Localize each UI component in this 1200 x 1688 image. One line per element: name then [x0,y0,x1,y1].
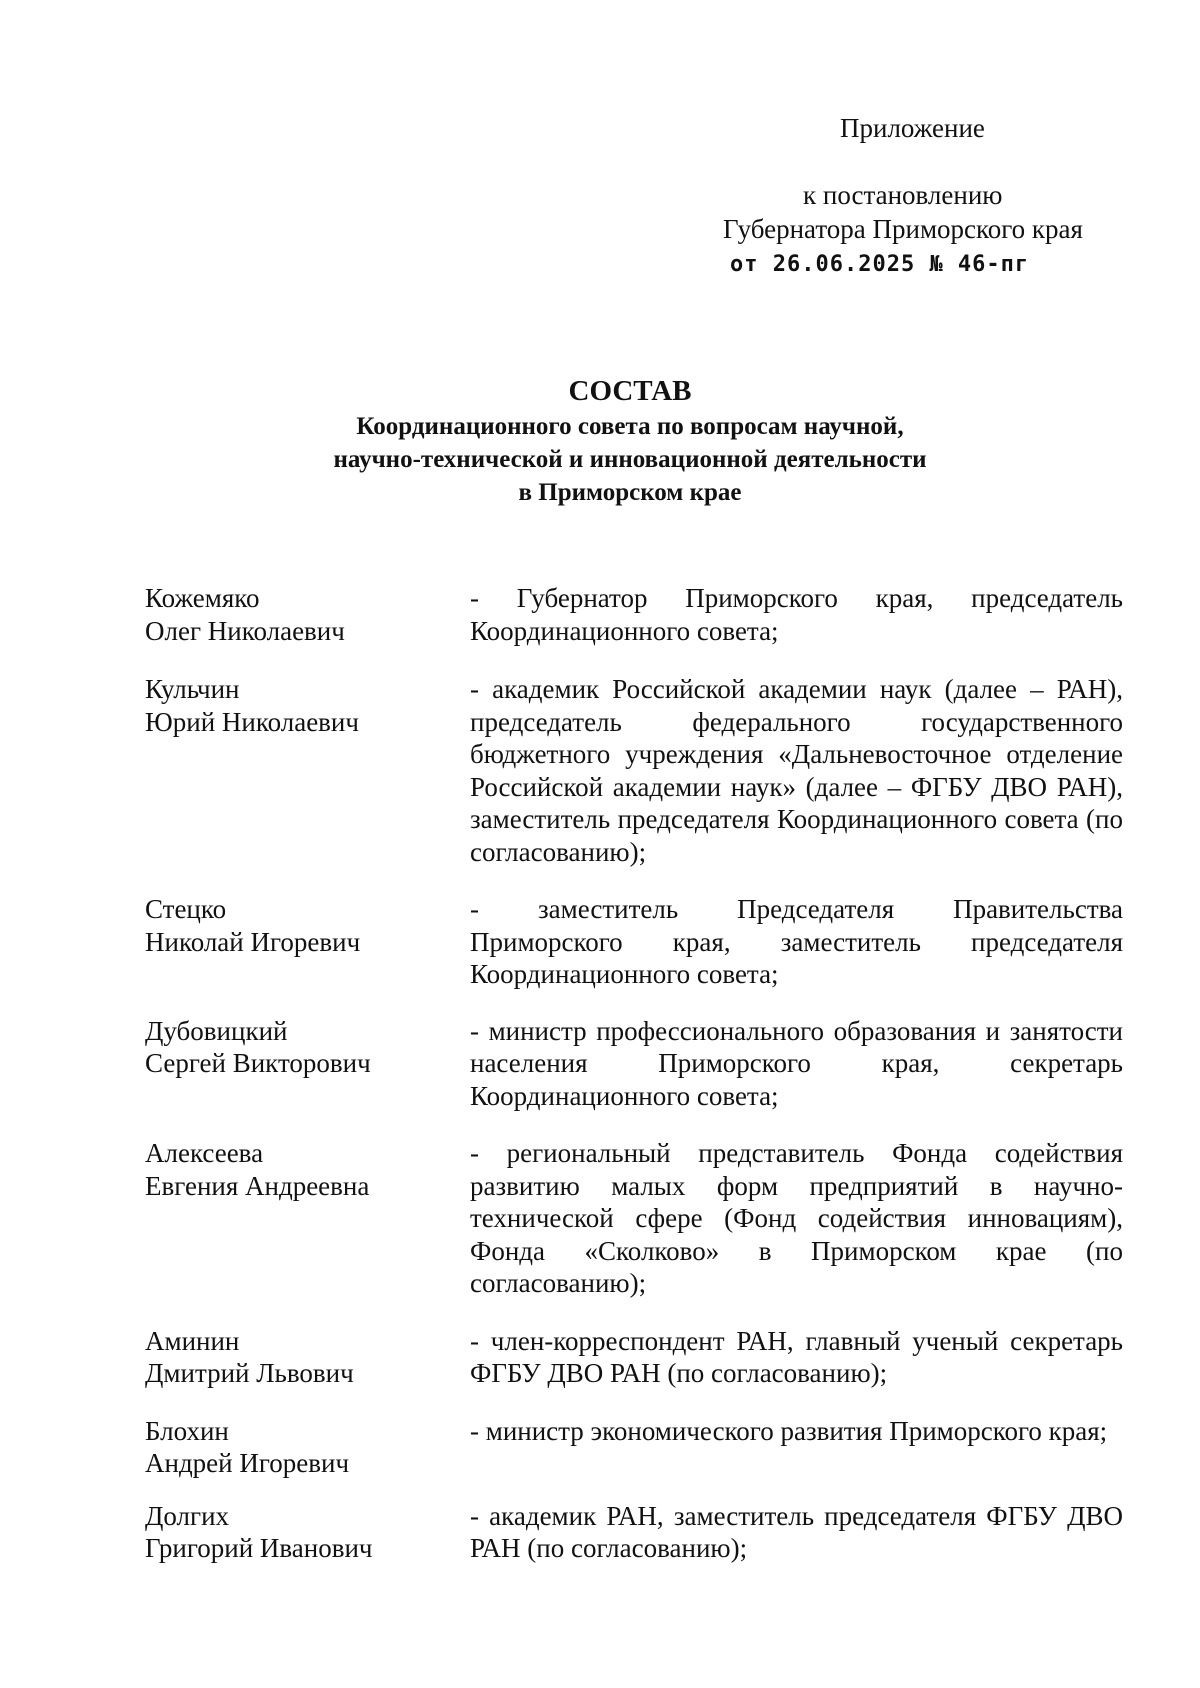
member-role: - Губернатор Приморского края, председатель Координационного совета; [470,583,1123,646]
heading-line-2: научно-технической и инновационной деятельности [333,446,927,473]
member-given-names: Евгения Андреевна [145,1170,370,1201]
member-row [145,1015,1123,1113]
member-given-names: Юрий Николаевич [145,706,359,737]
member-row [145,1325,1123,1390]
member-surname: Долгих [145,1500,230,1531]
member-surname: Кожемяко [145,583,260,613]
member-role: - заместитель Председателя Правительства Приморского края, заместитель председателя Координационного совета; [470,894,1123,989]
member-name [145,1500,470,1565]
member-name [145,673,470,738]
member-role: - региональный представитель Фонда содействия развитию малых форм предприятий в научно-технической сфере (Фонд содействия инновациям), Фонда «Сколково» в Приморском крае (по согласованию); [470,1138,1123,1298]
member-role: - министр профессионального образования и занятости населения Приморского края, секретарь Координационного совета; [470,1015,1123,1111]
member-surname: Дубовицкий [145,1015,288,1046]
member-row [145,1137,1123,1300]
member-given-names: Олег Николаевич [145,615,345,646]
member-given-names: Андрей Игоревич [145,1448,350,1478]
member-name [145,1015,470,1080]
heading-title: СОСТАВ [568,375,692,407]
member-row [145,673,1123,868]
member-row [145,1415,1123,1480]
heading-line-1: Координационного совета по вопросам научной, [356,413,904,440]
heading-line-3: в Приморском крае [518,479,742,506]
member-given-names: Дмитрий Львович [145,1358,354,1388]
member-surname: Блохин [145,1415,229,1446]
member-given-names: Николай Игоревич [145,926,361,957]
appendix-label: Приложение [840,113,985,143]
document-heading [200,372,1060,509]
member-name [145,1415,470,1480]
member-row [145,582,1123,647]
member-role: - член-корреспондент РАН, главный ученый секретарь ФГБУ ДВО РАН (по согласованию); [470,1325,1123,1388]
member-role: - министр экономического развития Приморского края; [470,1415,1108,1446]
members-list [145,582,1123,1565]
decree-line-to: к постановлению [803,180,1003,210]
member-given-names: Григорий Иванович [145,1533,373,1563]
member-given-names: Сергей Викторович [145,1048,371,1078]
member-surname: Стецко [145,894,227,924]
member-surname: Аминин [145,1325,240,1356]
decree-reference [723,178,1123,282]
member-row [145,1500,1123,1565]
member-surname: Алексеева [145,1138,264,1168]
member-name [145,893,470,958]
decree-date-number-stamp: от 26.06.2025 № 46-пг [730,252,1030,277]
member-role: - академик РАН, заместитель председателя ФГБУ ДВО РАН (по согласованию); [470,1500,1123,1563]
decree-line-governor: Губернатора Приморского края [723,214,1083,244]
member-role: - академик Российской академии наук (далее – РАН), председатель федерального государственного бюджетного учреждения «Дальневосточное отделение Российской академии наук» (далее – ФГБУ ДВО РАН), заместитель председателя Координационного совета (по согласованию); [470,674,1123,867]
member-name [145,582,470,647]
member-name [145,1137,470,1202]
member-surname: Кульчин [145,674,240,704]
member-name [145,1325,470,1390]
member-row [145,893,1123,991]
